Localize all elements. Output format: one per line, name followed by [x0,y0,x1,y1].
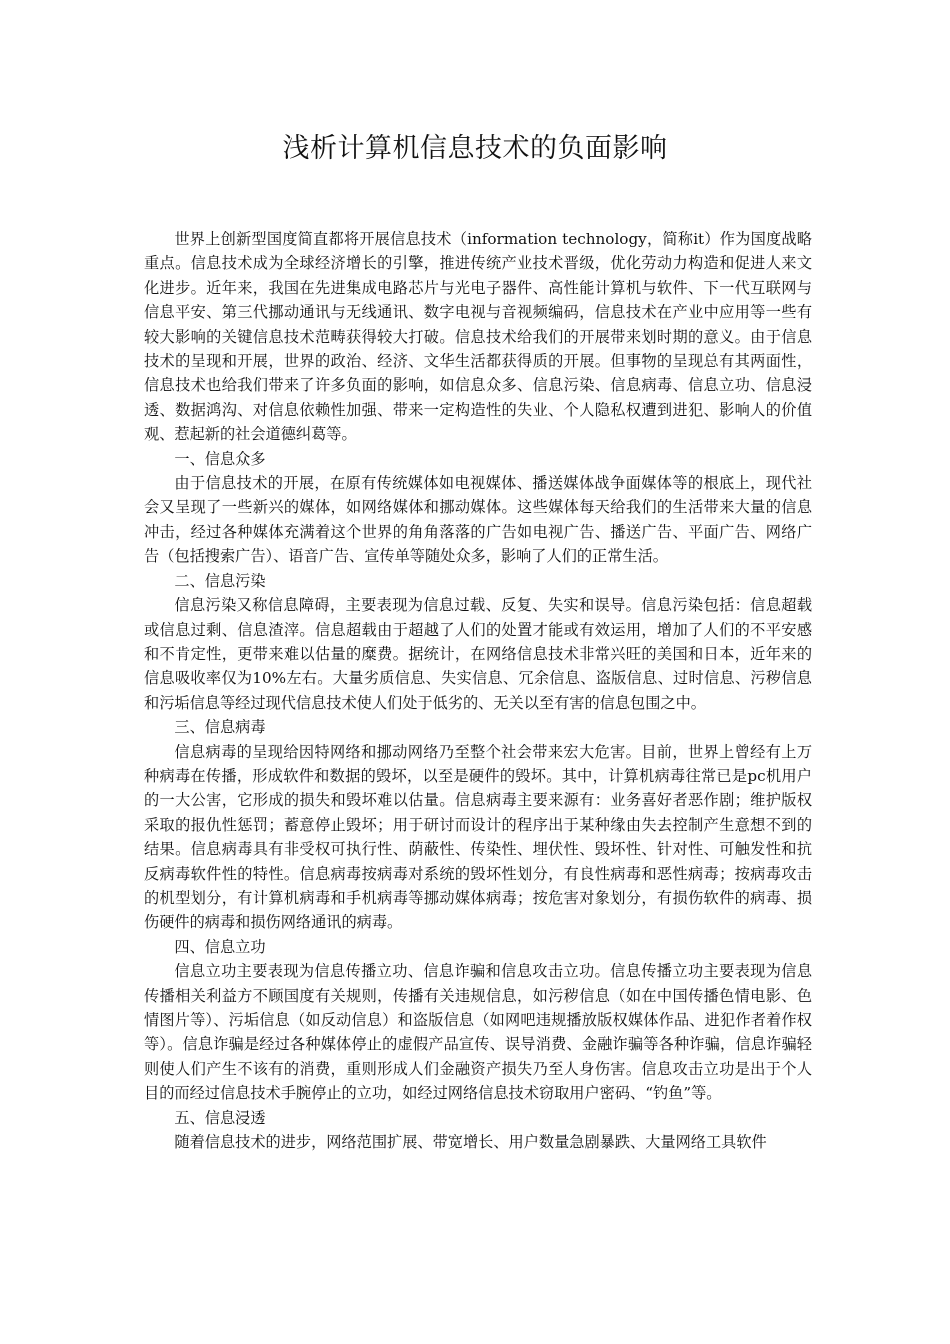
section-paragraph-5: 随着信息技术的进步，网络范围扩展、带宽增长、用户数量急剧暴跌、大量网络工具软件 [174,1133,767,1152]
section-paragraph-1: 由于信息技术的开展，在原有传统媒体如电视媒体、播送媒体战争面媒体等的根底上，现代社会又呈现了一些新兴的媒体，如网络媒体和挪动媒体。这些媒体每天给我们的生活带来大量的信息冲击，经过各种媒体充满着这个世界的角角落落的广告如电视广告、播送广告、平面广告、网络广告（包括搜索广告）、语音广告、宣传单等随处众多，影响了人们的正常生活。 [144,474,812,566]
section-paragraph-2: 信息污染又称信息障碍，主要表现为信息过载、反复、失实和误导。信息污染包括：信息超载或信息过剩、信息渣滓。信息超载由于超越了人们的处置才能或有效运用，增加了人们的不平安感和不肯定性，更带来难以估量的糜费。据统计，在网络信息技术非常兴旺的美国和日本，近年来的信息吸收率仅为10%左右。大量劣质信息、失实信息、冗余信息、盗版信息、过时信息、污秽信息和污垢信息等经过现代信息技术使人们处于低劣的、无关以至有害的信息包围之中。 [144,596,812,712]
intro-paragraph: 世界上创新型国度简直都将开展信息技术（information technology，简称it）作为国度战略重点。信息技术成为全球经济增长的引擎，推进传统产业技术晋级，优化劳动力构造和促进人来文化进步。近年来，我国在先进集成电路芯片与光电子器件、高性能计算机与软件、下一代互联网与信息平安、第三代挪动通讯与无线通讯、数字电视与音视频编码，信息技术在产业中应用等一些有较大影响的关键信息技术范畴获得较大打破。信息技术给我们的开展带来划时期的意义。由于信息技术的呈现和开展，世界的政治、经济、文华生活都获得质的开展。但事物的呈现总有其两面性，信息技术也给我们带来了许多负面的影响，如信息众多、信息污染、信息病毒、信息立功、信息浸透、数据鸿沟、对信息依赖性加强、带来一定构造性的失业、个人隐私权遭到进犯、影响人的价值观、惹起新的社会道德纠葛等。 [144,230,812,444]
section-paragraph-3: 信息病毒的呈现给因特网络和挪动网络乃至整个社会带来宏大危害。目前，世界上曾经有上万种病毒在传播，形成软件和数据的毁坏，以至是硬件的毁坏。其中，计算机病毒往常已是pc机用户的一大公害，它形成的损失和毁坏难以估量。信息病毒主要来源有：业务喜好者恶作剧；维护版权采取的报仇性惩罚；蓄意停止毁坏；用于研讨而设计的程序出于某种缘由失去控制产生意想不到的结果。信息病毒具有非受权可执行性、荫蔽性、传染性、埋伏性、毁坏性、针对性、可触发性和抗反病毒软件性的特性。信息病毒按病毒对系统的毁坏性划分，有良性病毒和恶性病毒；按病毒攻击的机型划分，有计算机病毒和手机病毒等挪动媒体病毒；按危害对象划分，有损伤软件的病毒、损伤硬件的病毒和损伤网络通讯的病毒。 [144,742,812,932]
document-title: 浅析计算机信息技术的负面影响 [282,133,668,164]
section-heading-1: 一、信息众多 [174,449,266,468]
document-body [144,227,812,1154]
section-heading-3: 三、信息病毒 [174,718,266,737]
section-paragraph-4: 信息立功主要表现为信息传播立功、信息诈骗和信息攻击立功。信息传播立功主要表现为信息传播相关利益方不顾国度有关规则，传播有关违规信息，如污秽信息（如在中国传播色情电影、色情图片等）、污垢信息（如反动信息）和盗版信息（如网吧违规播放版权媒体作品、进犯作者着作权等）。信息诈骗是经过各种媒体停止的虚假产品宣传、误导消费、金融诈骗等各种诈骗，信息诈骗轻则使人们产生不该有的消费，重则形成人们金融资产损失乃至人身伤害。信息攻击立功是出于个人目的而经过信息技术手腕停止的立功，如经过网络信息技术窃取用户密码、“钓鱼”等。 [144,962,812,1103]
section-heading-5: 五、信息浸透 [174,1108,266,1127]
section-heading-4: 四、信息立功 [174,937,266,956]
section-heading-2: 二、信息污染 [174,571,266,590]
